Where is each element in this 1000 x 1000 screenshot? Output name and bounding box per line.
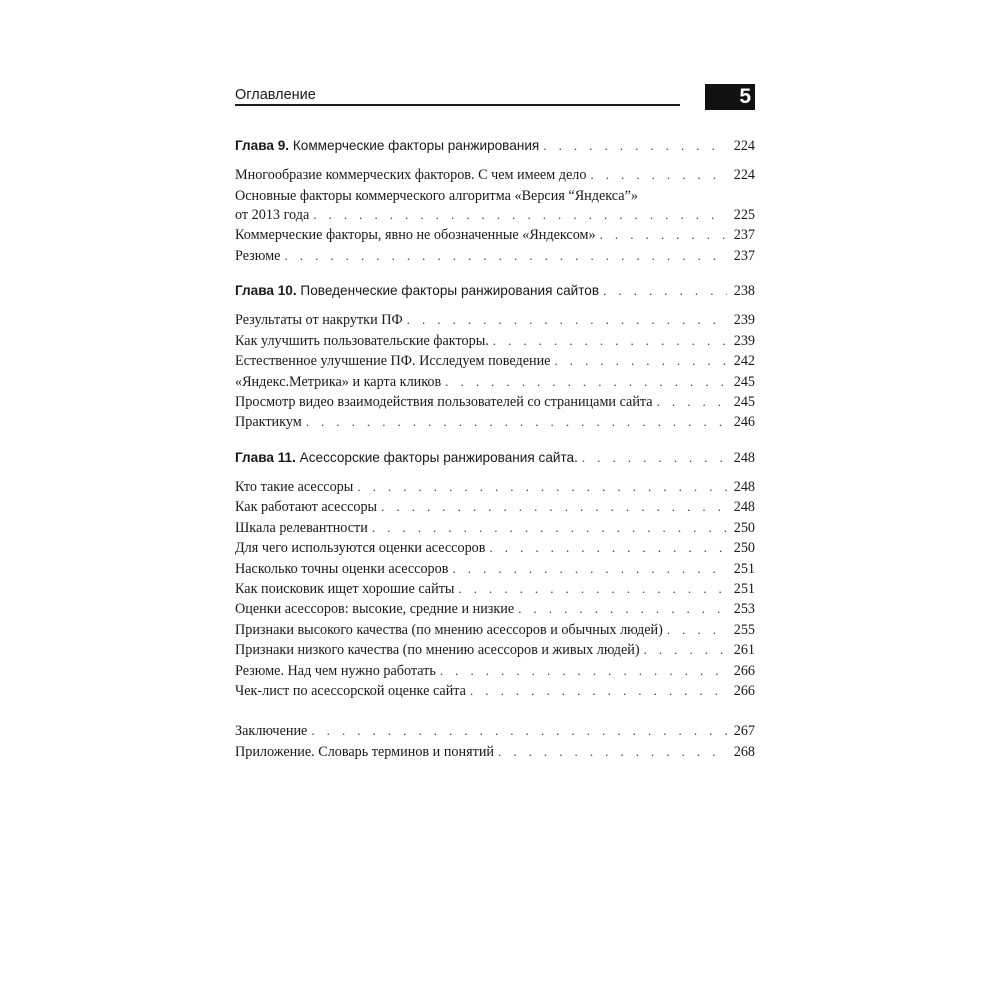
toc-entry[interactable] [235,351,755,371]
dot-leader [603,281,727,301]
page-ref: 266 [733,662,755,679]
chapter-title: Поведенческие факторы ранжирования сайтов [296,282,600,298]
dot-leader [582,448,727,468]
chapter-title: Коммерческие факторы ранжирования [289,138,540,153]
toc-entry[interactable] [235,661,755,681]
dot-leader [452,559,727,579]
entry-label: Многообразие коммерческих факторов. С чем имеем дело [235,167,587,184]
toc-entry[interactable] [235,412,755,432]
page-ref: 242 [733,353,755,370]
toc-chapter-10[interactable] [235,281,755,301]
entry-label: «Яндекс.Метрика» и карта кликов [235,373,442,390]
entry-label: Заключение [235,723,308,740]
dot-leader [470,681,727,701]
page-ref: 268 [733,743,755,760]
page-ref: 250 [733,540,755,557]
dot-leader [590,165,727,185]
toc-chapter-11[interactable] [235,448,755,468]
page-ref: 246 [733,414,755,431]
toc-entry[interactable] [235,331,755,351]
entry-label: Насколько точны оценки асессоров [235,560,449,577]
chapter-title: Асессорские факторы ранжирования сайта. [295,449,578,465]
chapter-prefix: Глава 10. [235,282,297,298]
entry-label: Практикум [235,414,302,431]
entry-label: Как поисковик ищет хорошие сайты [235,581,455,598]
toc-page [235,85,755,760]
page-header [235,86,755,108]
toc-entry[interactable] [235,372,755,392]
entry-label: Признаки высокого качества (по мнению асессоров и обычных людей) [235,621,663,638]
dot-leader [407,310,727,330]
toc-entry[interactable] [235,599,755,619]
entry-label: Оценки асессоров: высокие, средние и низкие [235,601,515,618]
toc-entry[interactable] [235,497,755,517]
page-ref: 266 [733,682,755,699]
dot-leader [554,351,727,371]
page-ref: 248 [733,499,755,516]
running-title: Оглавление [235,87,316,103]
entry-label: Как работают асессоры [235,499,378,516]
dot-leader [306,412,727,432]
toc-entry[interactable] [235,205,755,225]
dot-leader [493,331,727,351]
entry-label: Результаты от накрутки ПФ [235,312,403,329]
page-ref: 253 [733,601,755,618]
toc-entry[interactable] [235,681,755,701]
page-ref: 245 [733,373,755,390]
chapter-prefix: Глава 11. [235,449,296,465]
dot-leader [600,225,727,245]
table-of-contents [235,136,755,762]
entry-label: Шкала релевантности [235,519,368,536]
chapter-prefix: Глава 9. [235,138,290,153]
toc-entry[interactable] [235,310,755,330]
page-ref: 237 [733,247,755,264]
toc-entry[interactable] [235,225,755,245]
page-ref: 248 [733,479,755,496]
toc-entry-line1[interactable] [235,186,755,205]
entry-label: Основные факторы коммерческого алгоритма «Версия “Яндекса”» [235,187,638,204]
dot-leader [445,372,727,392]
toc-entry[interactable] [235,392,755,412]
dot-leader [458,579,727,599]
dot-leader [357,477,727,497]
entry-label: Резюме. Над чем нужно работать [235,662,436,679]
dot-leader [498,742,727,762]
page-ref: 250 [733,519,755,536]
entry-label: Естественное улучшение ПФ. Исследуем поведение [235,353,551,370]
dot-leader [440,661,727,681]
toc-entry[interactable] [235,477,755,497]
page-ref: 248 [733,449,755,466]
entry-label: Просмотр видео взаимодействия пользователей со страницами сайта [235,393,653,410]
toc-entry[interactable] [235,579,755,599]
toc-chapter-9[interactable] [235,136,755,156]
dot-leader [311,721,727,741]
entry-label: Как улучшить пользовательские факторы. [235,332,489,349]
entry-label: Для чего используются оценки асессоров [235,540,486,557]
header-rule [235,104,680,106]
dot-leader [543,136,727,156]
page-number-badge: 5 [705,84,755,110]
entry-label: Приложение. Словарь терминов и понятий [235,743,495,760]
toc-entry[interactable] [235,620,755,640]
page-ref: 251 [733,581,755,598]
dot-leader [644,640,727,660]
page-ref: 237 [733,227,755,244]
dot-leader [657,392,727,412]
entry-label: Признаки низкого качества (по мнению асессоров и живых людей) [235,642,640,659]
page-ref: 245 [733,393,755,410]
page-ref: 239 [733,312,755,329]
toc-entry[interactable] [235,538,755,558]
page-ref: 224 [733,167,755,184]
dot-leader [381,497,727,517]
toc-entry[interactable] [235,165,755,185]
toc-appendix[interactable] [235,742,755,762]
page-ref: 238 [733,282,755,299]
dot-leader [518,599,727,619]
dot-leader [372,518,727,538]
page-ref: 251 [733,560,755,577]
dot-leader [489,538,727,558]
page-ref: 255 [733,621,755,638]
toc-conclusion[interactable] [235,721,755,741]
page-ref: 261 [733,642,755,659]
dot-leader [284,246,727,266]
page-ref: 267 [733,723,755,740]
page-ref: 225 [733,206,755,223]
entry-label: Резюме [235,247,281,264]
entry-label: от 2013 года [235,206,310,223]
dot-leader [313,205,727,225]
toc-entry[interactable] [235,246,755,266]
toc-entry[interactable] [235,518,755,538]
dot-leader [667,620,727,640]
entry-label: Чек-лист по асессорской оценке сайта [235,682,466,699]
toc-entry[interactable] [235,559,755,579]
entry-label: Кто такие асессоры [235,479,354,496]
page-ref: 239 [733,332,755,349]
page-ref: 224 [733,138,755,154]
entry-label: Коммерческие факторы, явно не обозначенные «Яндексом» [235,227,596,244]
toc-entry[interactable] [235,640,755,660]
